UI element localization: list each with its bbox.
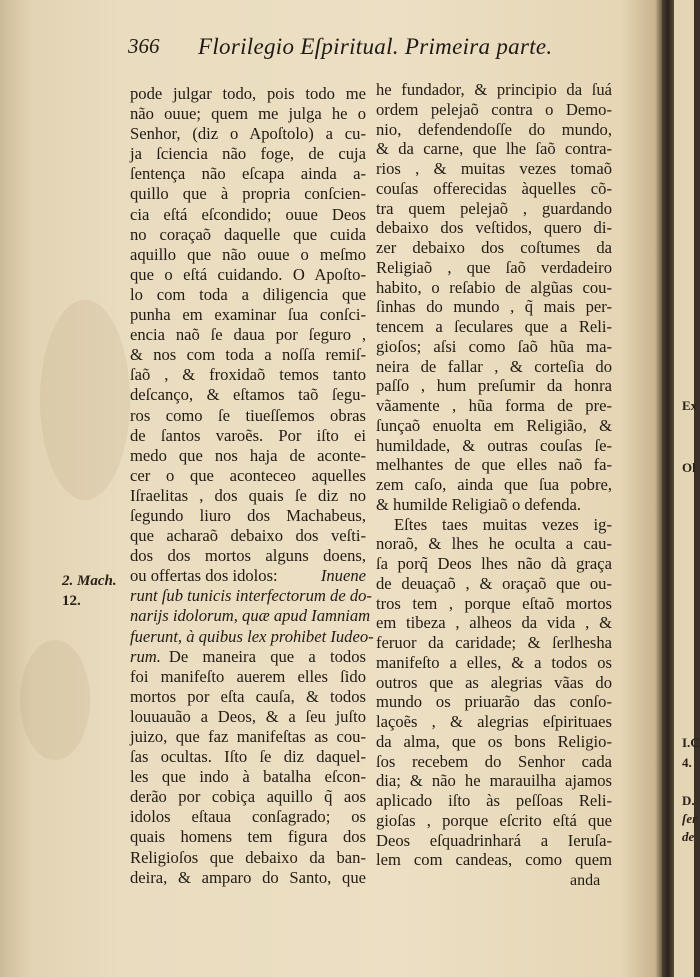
text-line: que o eſtá cuidando. O Apoſto-	[130, 264, 366, 284]
text-line: Eſtes taes muitas vezes ig-	[394, 514, 612, 534]
left-column	[130, 84, 374, 888]
next-page-fragment: I.C	[682, 735, 700, 750]
text-line: Senhor, (diz o Apoſtolo) a cu-	[130, 124, 366, 144]
text-line: dos dos mortos alguns doens,	[130, 546, 366, 566]
text-line: fuerunt, à quibus lex prohibet Iudeo-	[130, 626, 374, 646]
text-line: juizo, que faz manifeſtas as cou-	[130, 727, 366, 746]
text-line: Religiaõ , que ſaõ verdadeiro	[376, 257, 612, 277]
text-line: ſegundo liuro dos Machabeus,	[130, 505, 366, 525]
next-page-fragment: D.	[682, 793, 695, 808]
text-line	[130, 647, 366, 667]
text-line: no coraçaõ daquelle que cuida	[130, 224, 366, 244]
text-line: aquillo que não ouue o meſmo	[130, 244, 366, 264]
text-line: paſſo , hum preſumir da honra	[376, 376, 612, 396]
text-line: couſas offerecidas àquelles cõ-	[376, 178, 612, 198]
text-line: vãamente , hũa forma de pre-	[376, 396, 612, 415]
text-line: Religioſos que debaixo da ban-	[130, 847, 366, 867]
text-line: laçoẽs , & alegrias eſpirituaes	[376, 712, 612, 731]
text-line: nio, defendendoſſe do mundo,	[376, 119, 612, 139]
next-page-fragment: de	[682, 829, 695, 844]
text-line: feruor da caridade; & ſerlhesha	[376, 633, 612, 652]
right-column	[376, 80, 612, 870]
text-line: les que indo à batalha eſcon-	[130, 767, 366, 787]
text-line: mundo os priuarão das conſo-	[376, 692, 612, 712]
text-line: ſa porq̃ Deos lhes não dà graça	[376, 554, 612, 573]
text-line: narijs idolorum, quæ apud Iamniam	[130, 606, 371, 626]
text-line: zem caſo, ainda que ſua pobre,	[376, 475, 612, 494]
text-line: runt ſub tunicis interfectorum de do-	[130, 586, 372, 606]
text-line: gioſos; aſsi como ſaõ hũa ma-	[376, 336, 612, 356]
text-line: da alma, que os bons Religio-	[376, 731, 612, 751]
text-line: de ſantos varoẽs. Por iſto ei	[130, 425, 366, 445]
paper-stain	[40, 300, 130, 500]
next-page-edge	[674, 0, 700, 977]
text-line: aplicado iſto às peſſoas Reli-	[376, 791, 612, 810]
text-line: em tibeza , alheos da vida , &	[376, 613, 612, 633]
text-line: outros que as alegrias vãas do	[376, 672, 612, 692]
text-line: zer debaixo dos coſtumes da	[376, 238, 612, 257]
text-line: ſinhas do mundo , q̃ mais per-	[376, 297, 612, 317]
text-line: ordem pelejaõ contra o Demo-	[376, 99, 612, 119]
text-line: tencem a ſeculares que a Reli-	[376, 317, 612, 336]
text-line: mortos por eſta cauſa, & todos	[130, 686, 366, 706]
text-line: gioſas , porque eſcrito eſtá que	[376, 810, 612, 830]
text-line: he fundador, & principio da ſuá	[376, 80, 612, 99]
text-line: humildade, & outras couſas ſe-	[376, 435, 612, 455]
latin-quote-end: rum.	[130, 646, 161, 666]
text-line: de deuaçaõ , & oraçaõ que ou-	[376, 573, 612, 593]
text-line: não ouue; quem me julga he o	[130, 104, 366, 124]
next-page-fragment: ſer	[682, 811, 698, 826]
text-line: deſcanço, & eſtamos taõ ſegu-	[130, 385, 366, 405]
text-line: debaixo dos veſtidos, quero di-	[376, 218, 612, 238]
book-gutter	[662, 0, 674, 977]
text-line: rios , & muitas vezes tomaõ	[376, 159, 612, 178]
text-line: ſunçaõ enuolta em Religião, &	[376, 415, 612, 435]
running-title: Florilegio Eſpiritual. Primeira parte.	[198, 34, 553, 59]
marginal-note-reference: 2. Mach.	[62, 573, 117, 589]
text-line: ja ſciencia não foge, de cuja	[130, 144, 366, 164]
latin-quote-start: Inuene	[320, 566, 366, 586]
text-line: neira de fallar , & corteſia do	[376, 356, 612, 376]
catchword: anda	[570, 872, 601, 889]
next-page-fragment: Ex	[682, 398, 698, 413]
text-line: tra quem pelejaõ , guardando	[376, 198, 612, 218]
text-line: & da carne, que lhe ſaõ contra-	[376, 139, 612, 159]
text-line: habito, o reſabio de algũas cou-	[376, 277, 612, 297]
text-line: tros tem , porque eſtaõ mortos	[376, 593, 612, 613]
text-line: ſos recebem do Senhor cada	[376, 751, 612, 771]
text-line: lem com candeas, como quem	[376, 850, 612, 870]
text-line: derão por cobiça aquillo q̃ aos	[130, 787, 366, 807]
paper-stain	[20, 640, 90, 760]
next-page-fragment: Ol	[682, 460, 696, 475]
text-line: ſas ocultas. Iſto ſe diz daquel-	[130, 747, 366, 767]
text-line: medo que nos haja de aconte-	[130, 445, 366, 465]
text-line: encia naõ ſe daua por ſeguro ,	[130, 325, 366, 345]
text-line: quillo que à propria conſcien-	[130, 184, 366, 204]
text-line: louuauão a Deos, & a ſeu juſto	[130, 706, 366, 726]
text-line: pode julgar todo, pois todo me	[130, 84, 366, 103]
text-line: cer o que aconteceo aquelles	[130, 465, 366, 485]
text-line: noraõ, & lhes he oculta a cau-	[376, 534, 612, 554]
text-line: & nos com toda a noſſa remiſ-	[130, 345, 366, 365]
text-line: idolos eſtaua conſagrado; os	[130, 807, 366, 827]
page-number: 366	[128, 34, 160, 58]
text-line: ſaõ , & froxidaõ temos tanto	[130, 365, 366, 385]
text-line: dia; & não he marauilha ajamos	[376, 771, 612, 791]
text-line: cia eſtá eſcondido; ouue Deos	[130, 204, 366, 224]
text-line: deira, & amparo do Santo, que	[130, 867, 366, 887]
text-line: punha em examinar ſua conſci-	[130, 305, 366, 325]
text-line: Iſraelitas , dos quais ſe diz no	[130, 485, 366, 505]
marginal-note-chapter: 12.	[62, 593, 81, 609]
next-page-fragment: 4.	[682, 755, 692, 770]
text-line: quais homens tem figura dos	[130, 827, 366, 847]
text-line: ros como ſe tiueſſemos obras	[130, 405, 366, 425]
text-line: melhantes de que elles naõ fa-	[376, 455, 612, 475]
text-line: ou offertas dos idolos: Inuene	[130, 566, 366, 586]
text-line-content: De maneira que a todos	[168, 646, 366, 666]
text-line: que acharaõ debaixo dos veſti-	[130, 526, 366, 546]
text-line: foi manifeſto auerem elles ſido	[130, 666, 366, 686]
text-line: & humilde Religiaõ o defenda.	[376, 494, 582, 514]
text-line: Deos eſquadrinhará a Ieruſa-	[376, 830, 612, 850]
text-line: manifeſto a elles, & a todos os	[376, 652, 612, 672]
text-line: ſentença não eſcapa ainda a-	[130, 164, 366, 184]
text-line: lo com toda a diligencia que	[130, 284, 366, 304]
